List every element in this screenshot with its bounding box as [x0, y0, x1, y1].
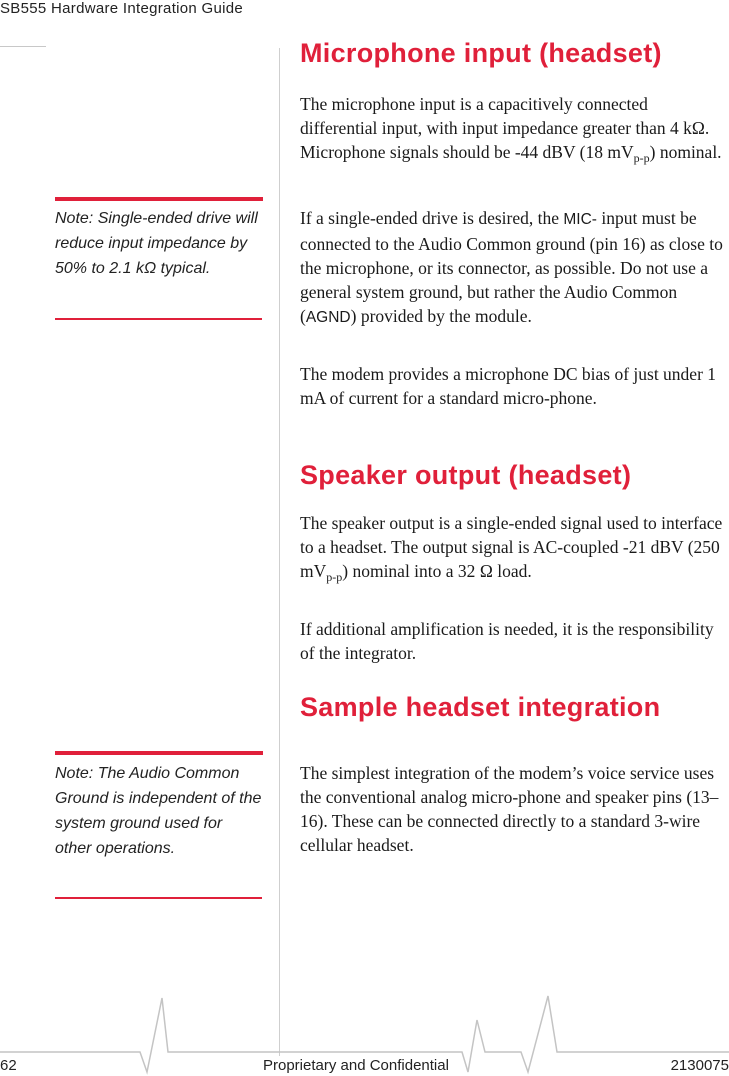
header-rule — [0, 46, 46, 47]
mic-paragraph-1: The microphone input is a capacitively connected differential input, with input impedance greater than 4 kΩ. Microphone signals should be -44 dBV (18 $mV_{p-p}$) nominal. — [300, 94, 722, 165]
sidebar-note-audio-common: Note: The Audio Common Ground is independent of the system ground used for other operations. — [55, 765, 262, 857]
speaker-paragraph-2: If additional amplification is needed, it is the responsibility of the integrator. — [300, 619, 714, 663]
note1-top-bar — [55, 197, 263, 201]
footer-page-number: 62 — [0, 1057, 17, 1074]
footer-confidentiality: Proprietary and Confidential — [263, 1057, 449, 1074]
ohm-symbol: Ω — [479, 561, 493, 581]
note2-top-bar — [55, 751, 263, 755]
signal-agnd: AGND — [305, 309, 351, 326]
speaker-paragraph-1: The speaker output is a single-ended signal used to interface to a headset. The output signal is AC-coupled -21 dBV (250 $mV_{p-p}$) nominal into a 32 Ω load. — [300, 513, 723, 584]
signal-mic-minus: MIC- — [563, 211, 597, 228]
mic-paragraph-3: The modem provides a microphone DC bias of just under 1 mA of current for a standard micro-phone. — [300, 364, 717, 408]
footer-document-number: 2130075 — [670, 1057, 729, 1074]
heading-sample-headset-integration: Sample headset integration — [300, 692, 661, 722]
sample-paragraph-1: The simplest integration of the modem’s voice service uses the conventional analog micro-phone and speaker pins (13–16). These can be connected directly to a standard 3-wire cellular headset. — [300, 763, 719, 855]
mic-paragraph-2: If a single-ended drive is desired, the MIC- input must be connected to the Audio Common ground (pin 16) as close to the microphone, or its connector, as possible. Do not use a general system ground, but rather the Audio Common (AGND) provided by the module. — [300, 208, 723, 326]
heading-microphone-input: Microphone input (headset) — [300, 38, 662, 68]
note2-bottom-bar — [55, 897, 262, 899]
column-divider — [279, 48, 280, 1056]
heading-speaker-output: Speaker output (headset) — [300, 460, 632, 490]
running-header-title: SB555 Hardware Integration Guide — [0, 0, 244, 17]
sidebar-note-single-ended: Note: Single-ended drive will reduce input impedance by 50% to 2.1 kΩ typical. — [55, 210, 258, 277]
note1-bottom-bar — [55, 318, 262, 320]
ohm-symbol: Ω — [691, 118, 705, 138]
